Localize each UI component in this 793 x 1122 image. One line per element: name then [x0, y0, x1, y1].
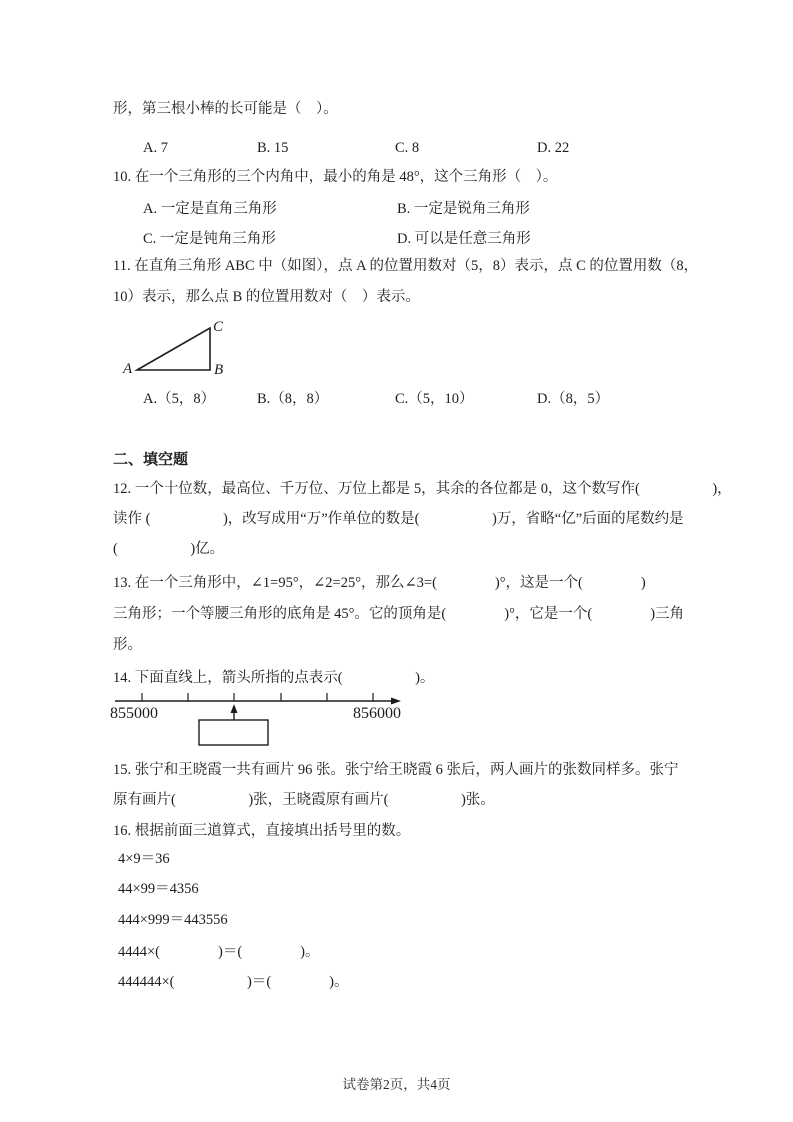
q10-option-b: B. 一定是锐角三角形	[397, 201, 530, 217]
page-footer: 试卷第2页，共4页	[342, 1077, 451, 1092]
tick-marks	[142, 693, 373, 701]
q14-text: 14. 下面直线上，箭头所指的点表示( )。	[113, 670, 435, 686]
q11-option-c: C.（5，10）	[395, 391, 474, 407]
triangle-outline	[137, 328, 210, 370]
pointer-arrowhead-icon	[231, 704, 238, 713]
q11-text-line2: 10）表示，那么点 B 的位置用数对（ ）表示。	[113, 289, 420, 305]
q9-option-b: B. 15	[257, 140, 289, 156]
q10-option-c: C. 一定是钝角三角形	[143, 231, 276, 247]
q12-text-line1: 12. 一个十位数，最高位、千万位、万位上都是 5，其余的各位都是 0，这个数写作( )，	[113, 481, 732, 497]
q16-equation-5: 444444×( )＝( )。	[118, 974, 349, 990]
q11-option-a: A.（5，8）	[143, 391, 216, 407]
section-two-heading: 二、填空题	[113, 452, 189, 468]
q16-equation-2: 44×99＝4356	[118, 881, 199, 897]
q9-option-d: D. 22	[537, 140, 570, 156]
q10-option-a: A. 一定是直角三角形	[143, 201, 277, 217]
q10-option-d: D. 可以是任意三角形	[397, 231, 531, 247]
q9-option-a: A. 7	[143, 140, 168, 156]
q16-equation-1: 4×9＝36	[118, 851, 170, 867]
q16-text: 16. 根据前面三道算式，直接填出括号里的数。	[113, 823, 411, 839]
number-line-figure	[108, 688, 408, 750]
numberline-left-label: 855000	[110, 705, 158, 722]
q11-options-row	[113, 387, 733, 405]
q11-option-b: B.（8，8）	[257, 391, 329, 407]
q16-equation-4: 4444×( )＝( )。	[118, 944, 320, 960]
q15-text-line1: 15. 张宁和王晓霞一共有画片 96 张。张宁给王晓霞 6 张后，两人画片的张数同样多。张宁	[113, 762, 679, 778]
q10-text: 10. 在一个三角形的三个内角中，最小的角是 48°，这个三角形（ ）。	[113, 169, 558, 185]
vertex-c-label: C	[213, 319, 224, 335]
numberline-right-label: 856000	[353, 705, 401, 722]
q10-options-row-1	[113, 197, 733, 215]
q13-text-line2: 三角形；一个等腰三角形的底角是 45°。它的顶角是( )°，它是一个( )三角	[113, 606, 685, 622]
q11-text-line1: 11. 在直角三角形 ABC 中（如图），点 A 的位置用数对（5，8）表示，点 C 的位置用数（8，	[113, 258, 699, 274]
right-triangle-figure	[121, 315, 251, 385]
q13-text-line1: 13. 在一个三角形中，∠1=95°，∠2=25°，那么∠3=( )°，这是一个( )	[113, 575, 646, 591]
q9-options-row	[113, 140, 733, 158]
vertex-a-label: A	[123, 361, 133, 377]
q15-text-line2: 原有画片( )张，王晓霞原有画片( )张。	[113, 792, 495, 808]
q16-equation-3: 444×999＝443556	[118, 912, 228, 928]
q12-text-line3: ( )亿。	[113, 541, 225, 557]
vertex-b-label: B	[214, 362, 224, 378]
axis-arrowhead-icon	[391, 698, 401, 705]
q10-options-row-2	[113, 227, 733, 245]
q12-text-line2: 读作 ( )，改写成用“万”作单位的数是( )万，省略“亿”后面的尾数约是	[113, 511, 684, 527]
q13-text-line3: 形。	[113, 637, 142, 653]
q9-continuation-text: 形，第三根小棒的长可能是（ ）。	[113, 101, 338, 117]
q11-option-d: D.（8，5）	[537, 391, 610, 407]
answer-box	[199, 720, 268, 745]
q9-option-c: C. 8	[395, 140, 420, 156]
page-content	[110, 0, 733, 1122]
